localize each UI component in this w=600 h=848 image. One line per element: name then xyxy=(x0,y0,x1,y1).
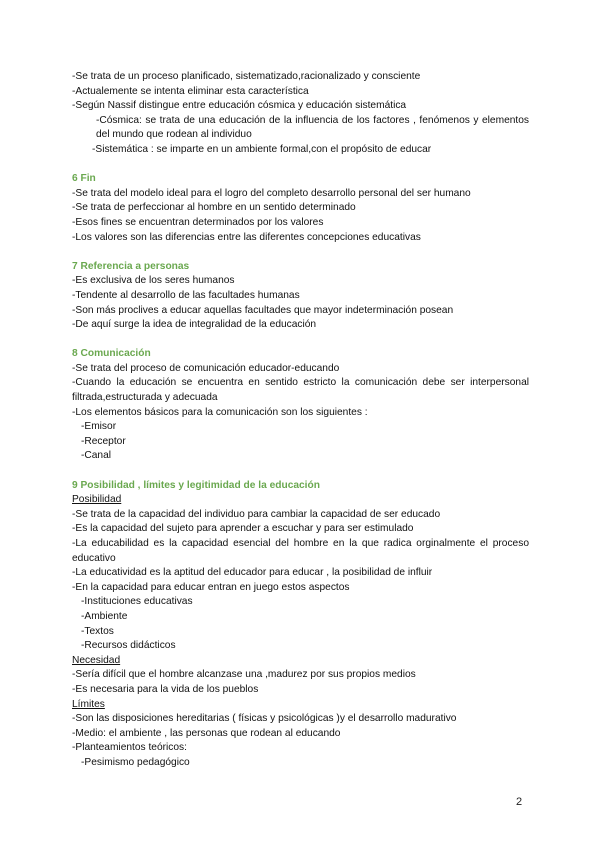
list-item: -Esos fines se encuentran determinados por los valores xyxy=(72,216,324,228)
subheading-limites: Límites xyxy=(72,698,105,710)
intro-line: -Se trata de un proceso planificado, sistematizado,racionalizado y consciente xyxy=(72,71,421,82)
list-item: -Es exclusiva de los seres humanos xyxy=(72,275,235,287)
theory-item: -Pesimismo pedagógico xyxy=(81,756,190,768)
communication-element: -Emisor xyxy=(81,421,117,433)
list-item: -Se trata de perfeccionar al hombre en un sentido determinado xyxy=(72,202,356,214)
document-body xyxy=(72,70,529,771)
subheading-necesidad: Necesidad xyxy=(72,654,121,666)
aspect-item: -Recursos didácticos xyxy=(81,640,176,652)
cosmica-paragraph: -Cósmica: se trata de una educación de la influencia de los factores , fenómenos y elementos del mundo que rodean al individuo xyxy=(96,114,529,141)
list-item: -Los valores son las diferencias entre las diferentes concepciones educativas xyxy=(72,231,421,243)
list-item: -Es la capacidad del sujeto para aprender a escuchar y para ser estimulado xyxy=(72,523,414,535)
section-heading-comunicacion: 8 Comunicación xyxy=(72,348,151,360)
list-item: -Medio: el ambiente , las personas que rodean al educando xyxy=(72,727,341,739)
list-item: -Es necesaria para la vida de los pueblos xyxy=(72,683,259,695)
list-item: -Son más proclives a educar aquellas facultades que mayor indeterminación posean xyxy=(72,304,454,316)
list-item: -En la capacidad para educar entran en juego estos aspectos xyxy=(72,581,350,593)
section-heading-fin: 6 Fin xyxy=(72,173,96,185)
list-item: -Cuando la educación se encuentra en sentido estricto la comunicación debe ser interpersonal filtrada,estructurada y adecuada xyxy=(72,377,529,404)
list-item: -Sería difícil que el hombre alcanzase una ,madurez por sus propios medios xyxy=(72,669,416,681)
subheading-posibilidad: Posibilidad xyxy=(72,494,122,506)
section-heading-referencia: 7 Referencia a personas xyxy=(72,260,190,272)
list-item: -La educabilidad es la capacidad esencial del hombre en la que radica orginalmente el proceso educativo xyxy=(72,538,529,564)
aspect-item: -Instituciones educativas xyxy=(81,596,193,608)
list-item: -Se trata del proceso de comunicación educador-educando xyxy=(72,362,340,374)
list-item: -Planteamientos teóricos: xyxy=(72,742,187,754)
page-number: 2 xyxy=(516,796,523,808)
list-item: -Tendente al desarrollo de las facultades humanas xyxy=(72,289,300,301)
intro-line: -Actualemente se intenta eliminar esta característica xyxy=(72,85,309,97)
list-item: -Se trata del modelo ideal para el logro del completo desarrollo personal del ser humano xyxy=(72,187,471,199)
aspect-item: -Textos xyxy=(81,625,114,637)
intro-line: -Según Nassif distingue entre educación cósmica y educación sistemática xyxy=(72,100,407,112)
communication-element: -Canal xyxy=(81,450,112,462)
aspect-item: -Ambiente xyxy=(81,610,128,622)
list-item: -La educatividad es la aptitud del educador para educar , la posibilidad de influir xyxy=(72,567,433,579)
communication-element: -Receptor xyxy=(81,435,126,447)
list-item: -De aquí surge la idea de integralidad de la educación xyxy=(72,319,317,331)
list-item: -Los elementos básicos para la comunicación son los siguientes : xyxy=(72,406,368,418)
sistematica-line: -Sistemática : se imparte en un ambiente formal,con el propósito de educar xyxy=(92,143,432,155)
list-item: -Son las disposiciones hereditarias ( físicas y psicológicas )y el desarrollo madurativo xyxy=(72,713,457,725)
section-heading-posibilidad: 9 Posibilidad , límites y legitimidad de la educación xyxy=(72,479,320,491)
list-item: -Se trata de la capacidad del individuo para cambiar la capacidad de ser educado xyxy=(72,508,441,520)
